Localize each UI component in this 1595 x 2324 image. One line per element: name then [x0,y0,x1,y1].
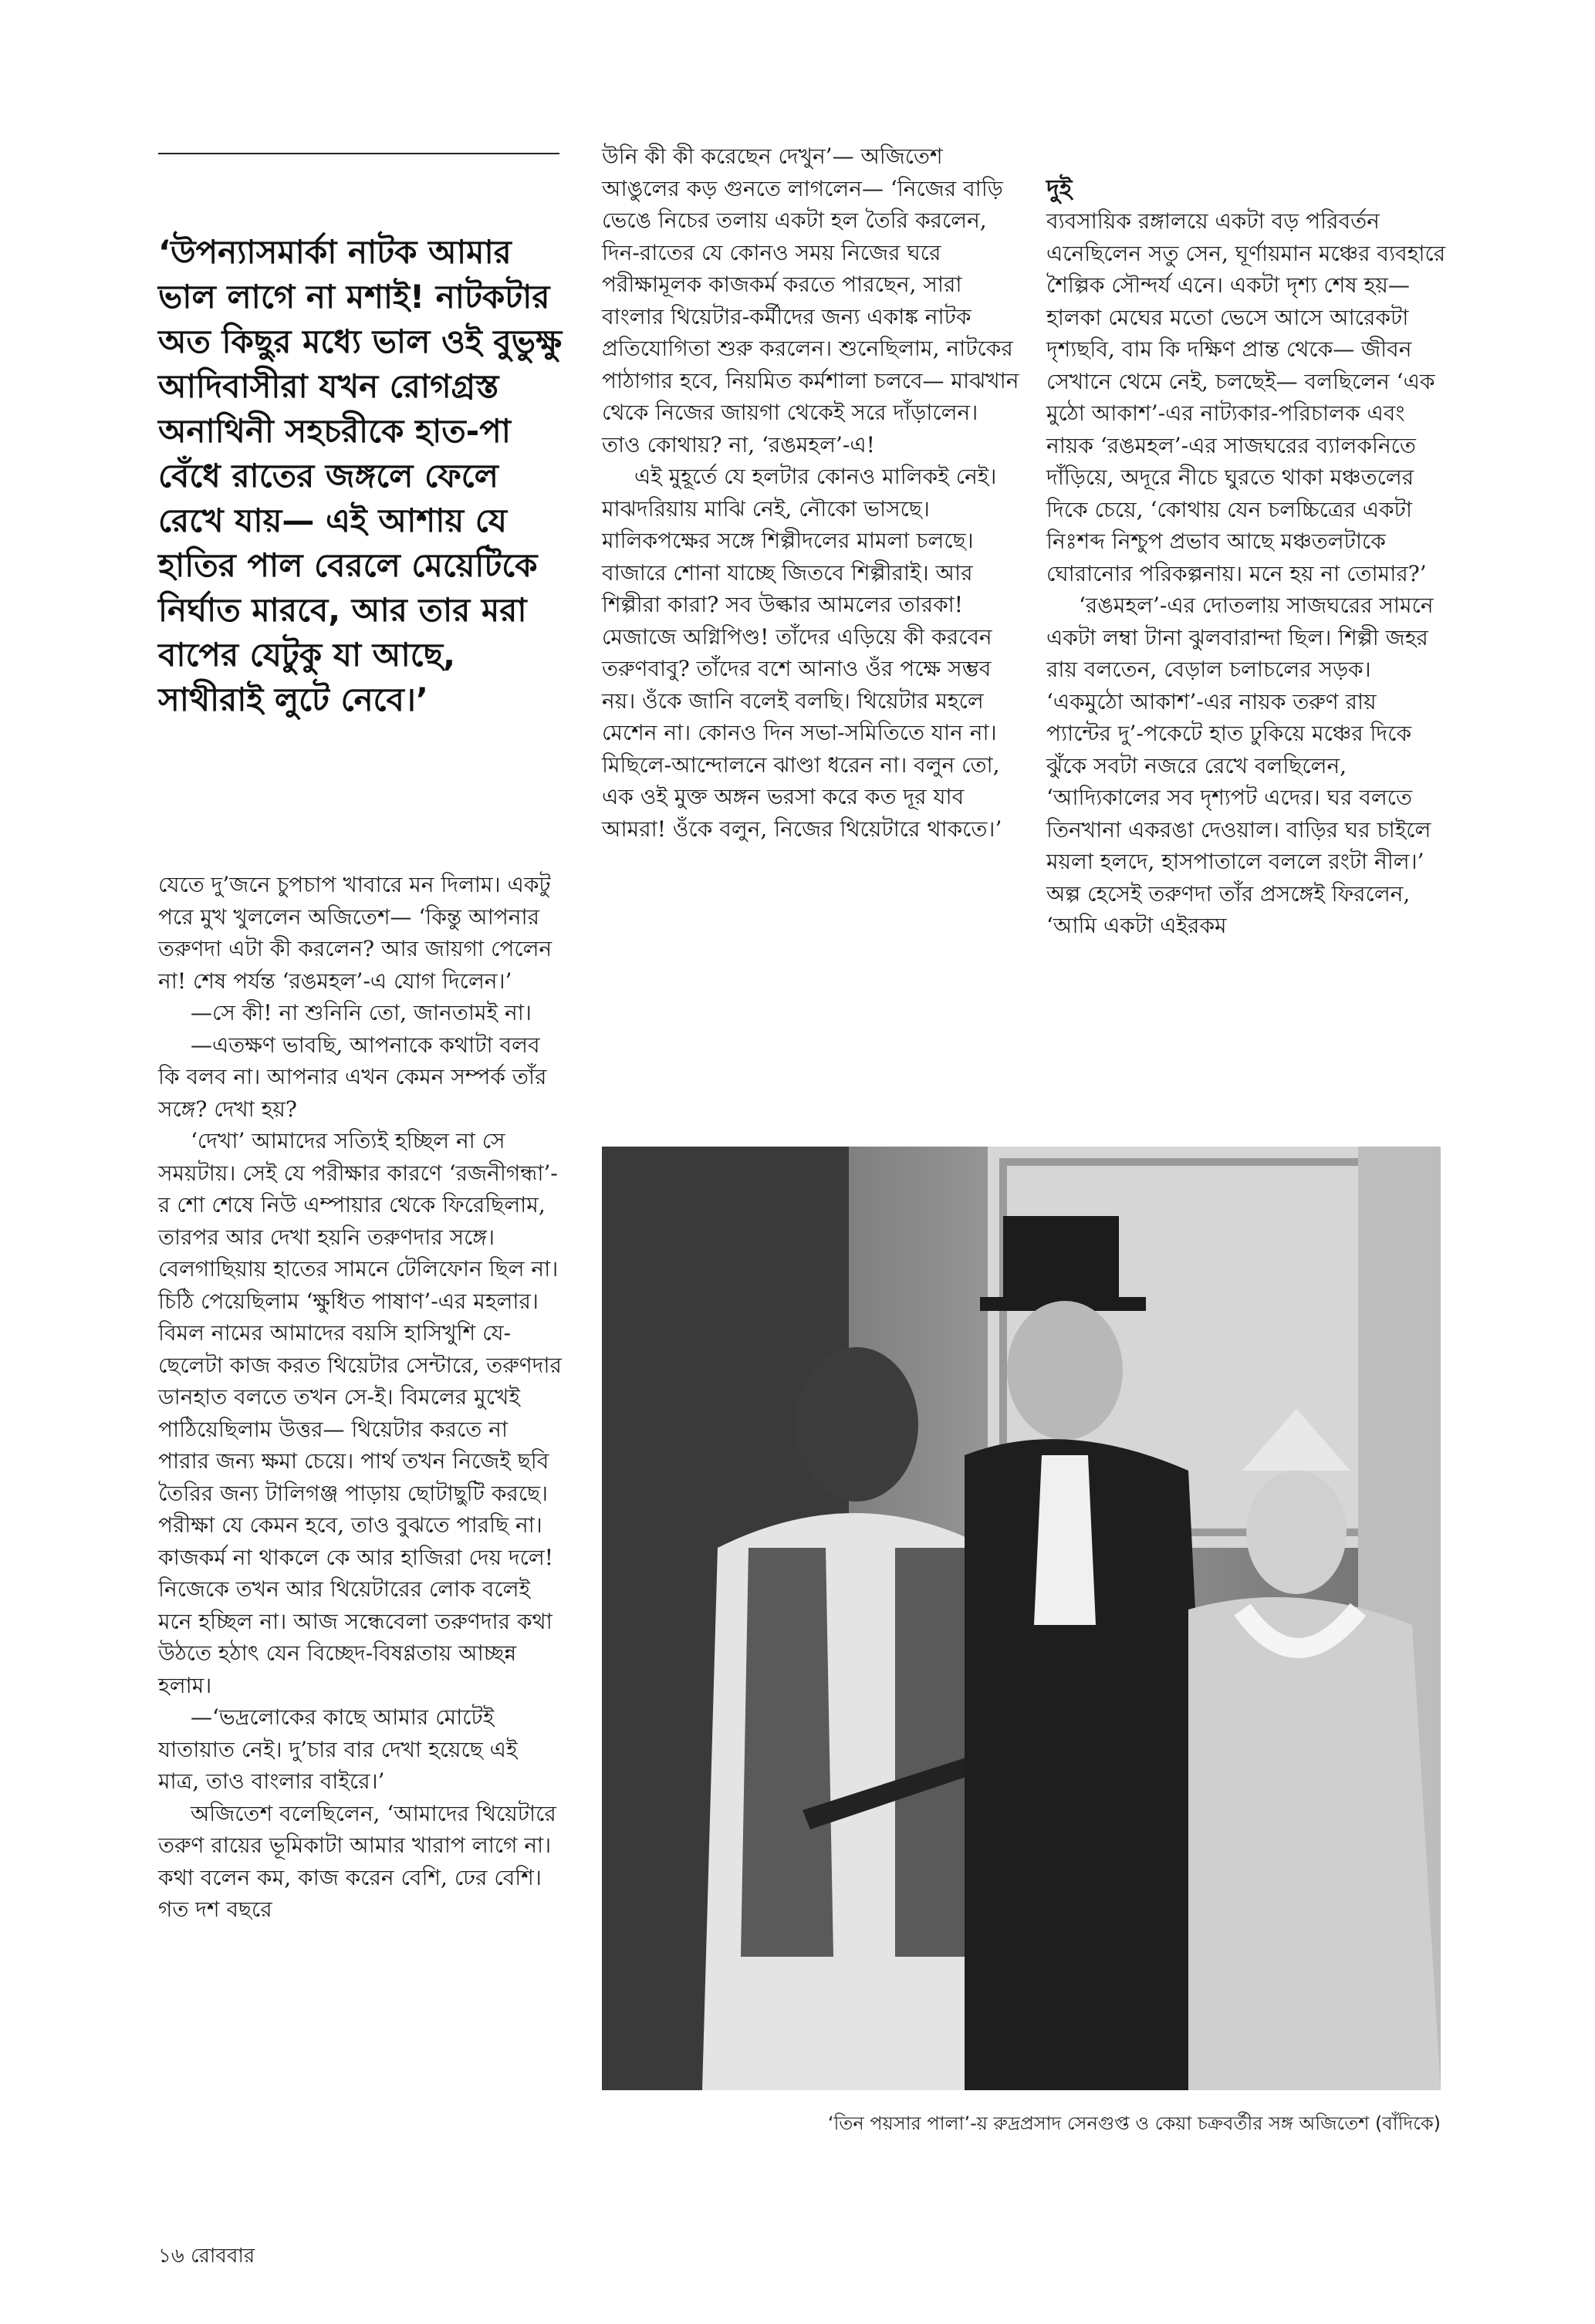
pull-quote: ‘উপন্যাসমার্কা নাটক আমার ভাল লাগে না মশাই! নাটকটার অত কিছুর মধ্যে ভাল ওই বুভুক্ষু আদিবাসীরা যখন রোগগ্রস্ত অনাথিনী সহচরীকে হাত-পা বেঁধে রাতের জঙ্গলে ফেলে রেখে যায়— এই আশায় যে হাতির পাল বেরলে মেয়েটিকে নির্ঘাত মারবে, আর তার মরা বাপের যেটুকু যা আছে, সাথীরাই লুটে নেবে।’ [158,233,563,718]
paragraph: ‘রঙমহল’-এর দোতলায় সাজঘরের সামনে একটা লম্বা টানা ঝুলবারান্দা ছিল। শিল্পী জহর রায় বলতেন, বেড়াল চলাচলের সড়ক। ‘একমুঠো আকাশ’-এর নায়ক তরুণ রায় প্যান্টের দু’-পকেটে হাত ঢুকিয়ে মঞ্চের দিকে ঝুঁকে সবটা নজরে রেখে বলছিলেন, ‘আদ্যিকালের সব দৃশ্যপট এদের। ঘর বলতে তিনখানা একরঙা দেওয়াল। বাড়ির ঘর চাইলে ময়লা হলদে, হাসপাতালে বললে রংটা নীল।’ অল্প হেসেই তরুণদা তাঁর প্রসঙ্গেই ফিরলেন, ‘আমি একটা এইরকম [1046,593,1434,938]
page-folio: ১৬ রোববার [158,2245,255,2268]
stage-photo [602,1147,1441,2090]
paragraph: উনি কী কী করেছেন দেখুন’— অজিতেশ আঙুলের কড় গুনতে লাগলেন— ‘নিজের বাড়ি ভেঙে নিচের তলায় একটা হল তৈরি করলেন, দিন-রাতের যে কোনও সময় নিজের ঘরে পরীক্ষামূলক কাজকর্ম করতে পারছেন, সারা বাংলার থিয়েটার-কর্মীদের জন্য একাঙ্ক নাটক প্রতিযোগিতা শুরু করলেন। শুনেছিলাম, নাটকের পাঠাগার হবে, নিয়মিত কর্মশালা চলবে— মাঝখান থেকে নিজের জায়গা থেকেই সরে দাঁড়ালেন। তাও কোথায়? না, ‘রঙমহল’-এ! [602,144,1019,458]
paragraph: এই মুহূর্তে যে হলটার কোনও মালিকই নেই। মাঝদরিয়ায় মাঝি নেই, নৌকো ভাসছে। মালিকপক্ষের সঙ্গে শিল্পীদলের মামলা চলছে। বাজারে শোনা যাচ্ছে জিতবে শিল্পীরাই। আর শিল্পীরা কারা? সব উল্কার আমলের তারকা! মেজাজে অগ্নিপিণ্ড! তাঁদের এড়িয়ে কী করবেন তরুণবাবু? তাঁদের বশে আনাও ওঁর পক্ষে সম্ভব নয়। ওঁকে জানি বলেই বলছি। থিয়েটার মহলে মেশেন না। কোনও দিন সভা-সমিতিতে যান না। মিছিলে-আন্দোলনে ঝাণ্ডা ধরেন না। বলুন তো, এক ওই মুক্ত অঙ্গন ভরসা করে কত দূর যাব আমরা! ওঁকে বলুন, নিজের থিয়েটারে থাকতে।’ [602,464,1002,842]
paragraph: —সে কী! না শুনিনি তো, জানতামই না। [191,1000,532,1025]
paragraph: —এতক্ষণ ভাবছি, আপনাকে কথাটা বলব কি বলব না। আপনার এখন কেমন সম্পর্ক তাঁর সঙ্গে? দেখা হয়? [158,1032,547,1122]
paragraph: —‘ভদ্রলোকের কাছে আমার মোটেই যাতায়াত নেই। দু’চার বার দেখা হয়েছে এই মাত্র, তাও বাংলার বাইরে।’ [158,1704,518,1794]
article-column-1 [158,869,563,1926]
paragraph: যেতে দু’জনে চুপচাপ খাবারে মন দিলাম। একটু পরে মুখ খুললেন অজিতেশ— ‘কিন্তু আপনার তরুণদা এটা কী করলেন? আর জায়গা পেলেন না! শেষ পর্যন্ত ‘রঙমহল’-এ যোগ দিলেন।’ [158,872,553,994]
photo-illustration [602,1147,1441,2090]
section-heading: দুই [1046,174,1073,203]
article-column-2 [602,140,1022,845]
paragraph: অজিতেশ বলেছিলেন, ‘আমাদের থিয়েটারে তরুণ রায়ের ভূমিকাটা আমার খারাপ লাগে না। কথা বলেন কম, কাজ করেন বেশি, ঢের বেশি। গত দশ বছরে [158,1800,556,1922]
photo-caption: ‘তিন পয়সার পালা’-য় রুদ্রপ্রসাদ সেনগুপ্ত ও কেয়া চক্রবর্তীর সঙ্গ অজিতেশ (বাঁদিকে) [827,2113,1441,2134]
paragraph: ‘দেখা’ আমাদের সত্যিই হচ্ছিল না সে সময়টায়। সেই যে পরীক্ষার কারণে ‘রজনীগন্ধা’-র শো শেষে নিউ এম্পায়ার থেকে ফিরেছিলাম, তারপর আর দেখা হয়নি তরুণদার সঙ্গে। বেলগাছিয়ায় হাতের সামনে টেলিফোন ছিল না। চিঠি পেয়েছিলাম ‘ক্ষুধিত পাষাণ’-এর মহলার। বিমল নামের আমাদের বয়সি হাসিখুশি যে-ছেলেটা কাজ করত থিয়েটার সেন্টারে, তরুণদার ডানহাত বলতে তখন সে-ই। বিমলের মুখেই পাঠিয়েছিলাম উত্তর— থিয়েটার করতে না পারার জন্য ক্ষমা চেয়ে। পার্থ তখন নিজেই ছবি তৈরির জন্য টালিগঞ্জ পাড়ায় ছোটাছুটি করছে। পরীক্ষা যে কেমন হবে, তাও বুঝতে পারছি না। কাজকর্ম না থাকলে কে আর হাজিরা দেয় দলে! নিজেকে তখন আর থিয়েটারের লোক বলেই মনে হচ্ছিল না। আজ সন্ধেবেলা তরুণদার কথা উঠতে হঠাৎ যেন বিচ্ছেদ-বিষণ্ণতায় আচ্ছন্ন হলাম। [158,1128,562,1698]
paragraph: ব্যবসায়িক রঙ্গালয়ে একটা বড় পরিবর্তন এনেছিলেন সতু সেন, ঘূর্ণায়মান মঞ্চের ব্যবহারে শৈল্পিক সৌন্দর্য এনে। একটা দৃশ্য শেষ হয়— হালকা মেঘের মতো ভেসে আসে আরেকটা দৃশ্যছবি, বাম কি দক্ষিণ প্রান্ত থেকে— জীবন সেখানে থেমে নেই, চলছেই— বলছিলেন ‘এক মুঠো আকাশ’-এর নাট্যকার-পরিচালক এবং নায়ক ‘রঙমহল’-এর সাজঘরের ব্যালকনিতে দাঁড়িয়ে, অদূরে নীচে ঘুরতে থাকা মঞ্চতলের দিকে চেয়ে, ‘কোথায় যেন চলচ্চিত্রের একটা নিঃশব্দ নিশ্চুপ প্রভাব আছে মঞ্চতলটাকে ঘোরানোর পরিকল্পনায়। মনে হয় না তোমার?’ [1046,208,1446,586]
pullquote-rule [158,153,559,154]
article-column-3 [1046,171,1448,942]
